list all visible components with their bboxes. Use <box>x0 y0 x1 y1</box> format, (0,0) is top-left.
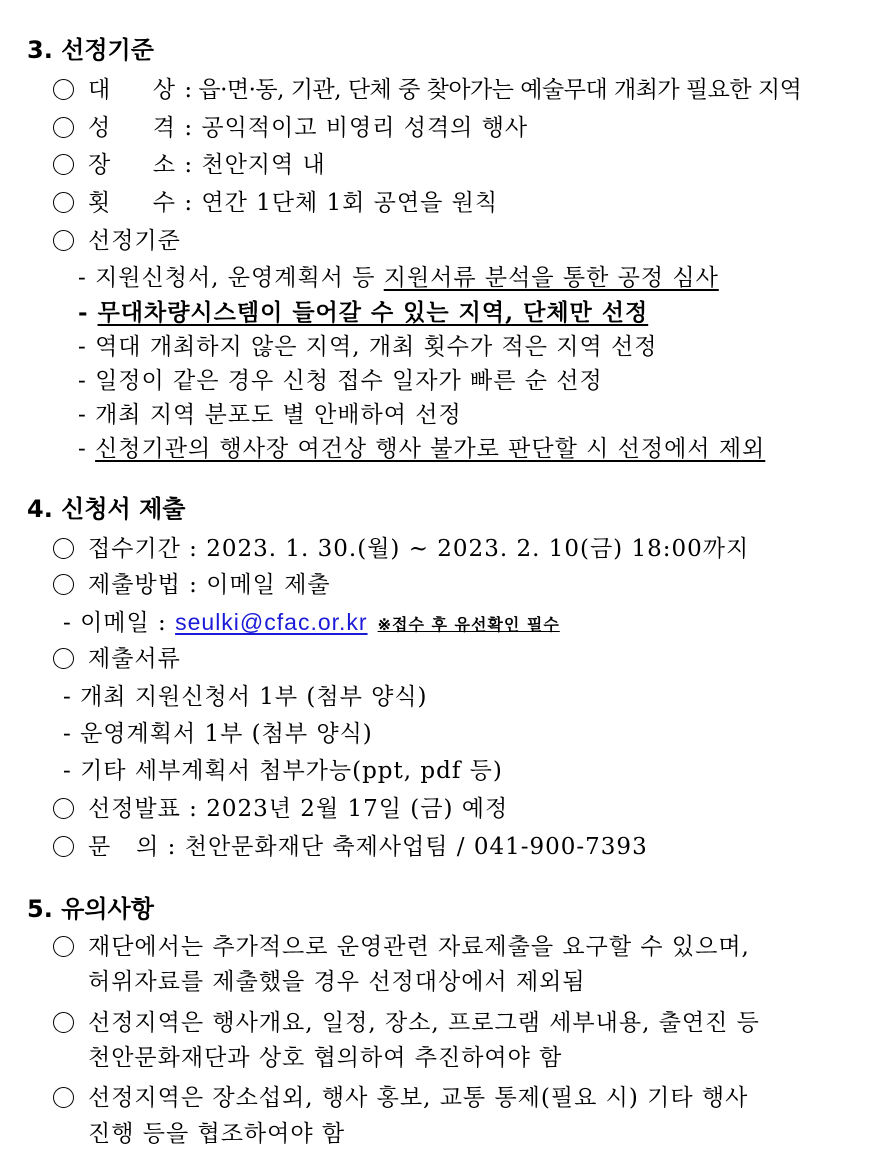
email-label: - 이메일 : <box>63 610 176 636</box>
circle-bullet-icon <box>53 648 74 669</box>
note-1-text-a: 재단에서는 추가적으로 운영관련 자료제출을 요구할 수 있으며, <box>88 934 750 960</box>
note-3-line-a <box>53 1084 748 1112</box>
email-note: ※접수 후 유선확인 필수 <box>377 615 560 634</box>
criteria-item-4: - 일정이 같은 경우 신청 접수 일자가 빠른 순 선정 <box>78 368 603 394</box>
period-line <box>53 535 749 563</box>
section-3-title: 3. 선정기준 <box>27 36 154 64</box>
count-label: 횟 수 <box>88 190 176 216</box>
criteria-item-6-text: 신청기관의 행사장 여건상 행사 불가로 판단할 시 선정에서 제외 <box>95 436 766 462</box>
doc-item-2: - 운영계획서 1부 (첨부 양식) <box>63 721 373 747</box>
inquiry-line <box>53 833 648 861</box>
criteria-item-1 <box>78 264 719 292</box>
criteria-item-1-text: - 지원신청서, 운영계획서 등 <box>78 265 384 291</box>
criteria-item-2-text: 무대차량시스템이 들어갈 수 있는 지역, 단체만 선정 <box>97 299 649 326</box>
circle-bullet-icon <box>53 117 74 138</box>
note-3-text-a: 선정지역은 장소섭외, 행사 홍보, 교통 통제(필요 시) 기타 행사 <box>88 1085 749 1111</box>
section-4-title: 4. 신청서 제출 <box>27 495 186 523</box>
announce-text: 선정발표 : 2023년 2월 17일 (금) 예정 <box>88 796 509 822</box>
inquiry-text: 문 의 : 천안문화재단 축제사업팀 / 041-900-7393 <box>88 834 648 860</box>
note-2-text-a: 선정지역은 행사개요, 일정, 장소, 프로그램 세부내용, 출연진 등 <box>88 1010 760 1036</box>
criteria-item-5: - 개최 지역 분포도 별 안배하여 선정 <box>78 402 462 428</box>
section-5-title: 5. 유의사항 <box>27 895 154 923</box>
doc-item-1: - 개최 지원신청서 1부 (첨부 양식) <box>63 684 428 710</box>
docs-label: 제출서류 <box>88 646 181 672</box>
circle-bullet-icon <box>53 798 74 819</box>
count-text: : 연간 1단체 1회 공연을 원칙 <box>184 190 499 216</box>
place-label: 장 소 <box>88 152 176 178</box>
target-label: 대 상 <box>88 77 176 103</box>
criteria-label: 선정기준 <box>88 228 181 254</box>
criteria-line <box>53 227 181 255</box>
criteria-item-2 <box>78 299 648 327</box>
circle-bullet-icon <box>53 936 74 957</box>
method-text: 제출방법 : 이메일 제출 <box>88 572 331 598</box>
circle-bullet-icon <box>53 1087 74 1108</box>
target-line <box>53 76 801 104</box>
circle-bullet-icon <box>53 538 74 559</box>
target-text: : 읍·면·동, 기관, 단체 중 찾아가는 예술무대 개최가 필요한 지역 <box>184 77 802 103</box>
nature-label: 성 격 <box>88 115 176 141</box>
circle-bullet-icon <box>53 154 74 175</box>
email-link[interactable]: seulki@cfac.or.kr <box>175 609 368 635</box>
circle-bullet-icon <box>53 79 74 100</box>
nature-text: : 공익적이고 비영리 성격의 행사 <box>184 115 529 141</box>
email-line <box>63 608 560 639</box>
circle-bullet-icon <box>53 1012 74 1033</box>
dash-glyph: - <box>78 299 98 326</box>
announce-line <box>53 795 508 823</box>
criteria-item-6 <box>78 435 765 463</box>
circle-bullet-icon <box>53 836 74 857</box>
dash-glyph: - <box>78 436 96 462</box>
nature-line <box>53 114 528 142</box>
docs-line <box>53 645 181 673</box>
circle-bullet-icon <box>53 192 74 213</box>
note-2-line-a <box>53 1009 760 1037</box>
doc-item-3: - 기타 세부계획서 첨부가능(ppt, pdf 등) <box>63 758 503 784</box>
circle-bullet-icon <box>53 574 74 595</box>
count-line <box>53 189 498 217</box>
circle-bullet-icon <box>53 230 74 251</box>
note-1-text-b: 허위자료를 제출했을 경우 선정대상에서 제외됨 <box>88 969 586 995</box>
criteria-item-1-underlined: 지원서류 분석을 통한 공정 심사 <box>383 265 719 291</box>
method-line <box>53 571 331 599</box>
period-text: 접수기간 : 2023. 1. 30.(월) ~ 2023. 2. 10(금) 18:00까지 <box>88 536 750 562</box>
criteria-item-3: - 역대 개최하지 않은 지역, 개최 횟수가 적은 지역 선정 <box>78 334 658 360</box>
place-line <box>53 151 326 179</box>
place-text: : 천안지역 내 <box>184 152 326 178</box>
note-1-line-a <box>53 933 750 961</box>
note-2-text-b: 천안문화재단과 상호 협의하여 추진하여야 함 <box>88 1045 563 1071</box>
note-3-text-b: 진행 등을 협조하여야 함 <box>88 1121 346 1147</box>
